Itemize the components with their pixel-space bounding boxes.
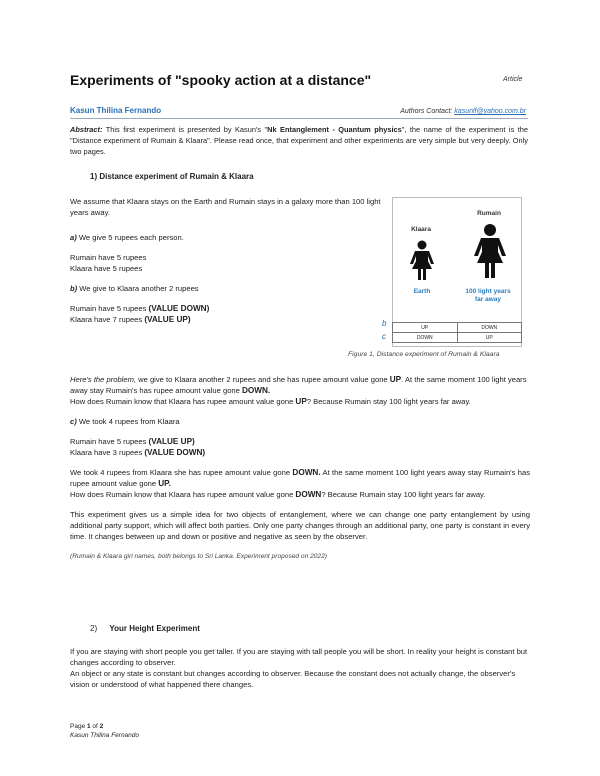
section1-left-column bbox=[70, 196, 385, 325]
header-divider bbox=[70, 118, 528, 119]
intro-paragraph: We assume that Klaara stays on the Earth and Rumain stays in a galaxy more than 100 light years away. bbox=[70, 197, 381, 217]
rumain-person-icon bbox=[473, 224, 507, 278]
step-c: c) We took 4 rupees from Klaara bbox=[70, 417, 180, 426]
step-b: b) We give to Klaara another 2 rupees bbox=[70, 284, 199, 293]
step-a: a) We give 5 rupees each person. bbox=[70, 233, 184, 242]
step-a-line1: Rumain have 5 rupees bbox=[70, 253, 147, 262]
figure-distance-label: 100 light years far away bbox=[465, 288, 511, 303]
page-footer bbox=[70, 722, 139, 740]
figure-rumain-label: Rumain bbox=[477, 210, 501, 217]
figure-klaara-label: Klaara bbox=[411, 226, 431, 233]
figure-caption: Figure 1, Distance experiment of Rumain & Klaara bbox=[348, 351, 500, 358]
figure-row-c-label: c bbox=[382, 332, 386, 341]
table-cell: DOWN bbox=[393, 333, 458, 343]
section1-continued bbox=[70, 374, 530, 562]
abstract: Abstract: This first experiment is presented by Kasun's "Nk Entanglement - Quantum physics", the name of the experiment is the "Distance experiment of Rumain & Klaara". Please read once, that experiment and other experiments are very simple but very deeply. Only two pages. bbox=[70, 125, 528, 156]
document-title: Experiments of "spooky action at a distance" bbox=[70, 72, 372, 88]
section2-paragraph2: An object or any state is constant but changes according to observer. Because the constant does not actually change, the observer's vision or understood of what happened there changes. bbox=[70, 669, 516, 689]
step-c-line2: Klaara have 3 rupees (VALUE DOWN) bbox=[70, 448, 206, 457]
step-a-line2: Klaara have 5 rupees bbox=[70, 264, 143, 273]
section2-heading: 2) Your Height Experiment bbox=[90, 624, 200, 633]
section2-body bbox=[70, 646, 530, 690]
author-name: Kasun Thilina Fernando bbox=[70, 106, 162, 115]
page-number: Page 1 of 2 bbox=[70, 723, 104, 730]
problem-question: How does Rumain know that Klaara has rupee amount value gone UP? Because Rumain stay 100 light years far away. bbox=[70, 397, 471, 406]
took-paragraph: We took 4 rupees from Klaara she has rupee amount value gone DOWN. At the same moment 100 light years away stay Rumain's has rupee amount value gone UP. bbox=[70, 468, 531, 488]
step-b-line1: Rumain have 5 rupees (VALUE DOWN) bbox=[70, 304, 210, 313]
figure-value-table bbox=[392, 322, 522, 343]
section1-heading: 1) Distance experiment of Rumain & Klaara bbox=[90, 172, 254, 181]
figure-earth-label: Earth bbox=[413, 288, 431, 295]
klaara-person-icon bbox=[409, 240, 435, 280]
took-question: How does Rumain know that Klaara has rupee amount value gone DOWN? Because Rumain stay 100 light years far away. bbox=[70, 490, 486, 499]
experiment-name: Nk Entanglement - Quantum physics bbox=[267, 125, 402, 134]
problem-paragraph: Here's the problem, we give to Klaara another 2 rupees and she has rupee amount value gone UP. At the same moment 100 light years away stay Rumain's has rupee amount value gone DOWN. bbox=[70, 375, 527, 395]
table-cell: DOWN bbox=[457, 323, 522, 333]
section2-paragraph1: If you are staying with short people you get taller. If you are staying with tall people you will be short. In reality your height is constant but changes according to observer. bbox=[70, 647, 528, 667]
contact-email-link[interactable]: kasunlf@yahoo.com.br bbox=[454, 108, 526, 115]
step-b-line2: Klaara have 7 rupees (VALUE UP) bbox=[70, 315, 191, 324]
article-tag: Article bbox=[503, 76, 523, 83]
table-cell: UP bbox=[393, 323, 458, 333]
table-cell: UP bbox=[457, 333, 522, 343]
table-row bbox=[393, 323, 522, 333]
footer-author: Kasun Thilina Fernando bbox=[70, 732, 140, 739]
summary-paragraph: This experiment gives us a simple idea for two objects of entanglement, where we can change one party entanglement by using additional party support, which will affect both parties. Only one party changes through an additional party, one party is constant in every time. It changes between up and down or positive and negative as seen by the observer. bbox=[70, 510, 530, 541]
abstract-label: Abstract: bbox=[70, 125, 103, 134]
names-note: (Rumain & Klaara girl names, both belongs to Sri Lanka. Experiment proposed on 2022) bbox=[70, 553, 327, 560]
figure-row-b-label: b bbox=[382, 319, 387, 328]
table-row bbox=[393, 333, 522, 343]
contact-label: Authors Contact: bbox=[400, 108, 453, 115]
step-c-line1: Rumain have 5 rupees (VALUE UP) bbox=[70, 437, 195, 446]
author-contact bbox=[400, 108, 526, 115]
